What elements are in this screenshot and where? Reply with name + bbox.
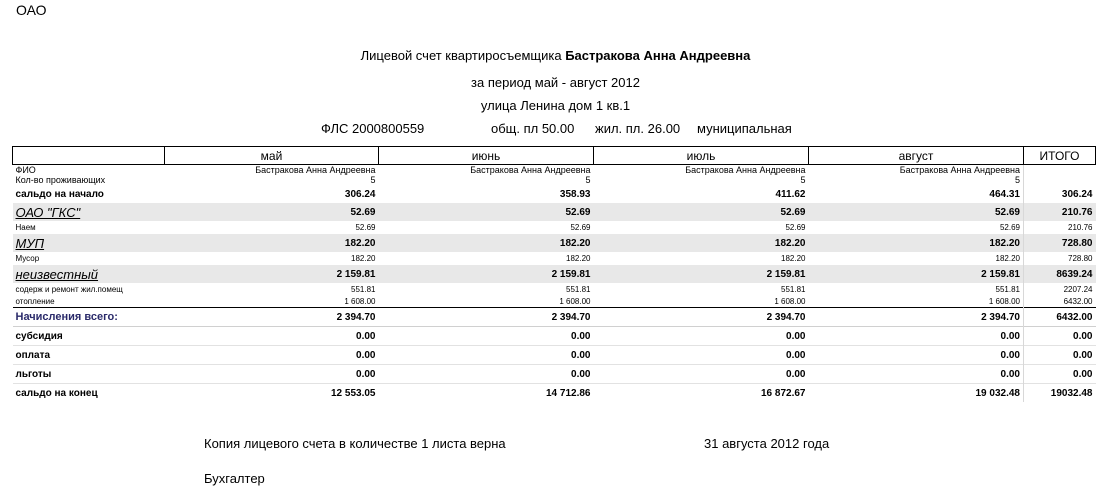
table-cell: 1 608.00	[344, 297, 376, 306]
table-cell: 12 553.05	[165, 384, 379, 403]
column-header: ИТОГО	[1024, 147, 1096, 165]
table-cell: 0.00	[809, 365, 1024, 384]
column-header: июнь	[379, 147, 594, 165]
table-cell: 1 608.00	[988, 297, 1020, 306]
table-row	[13, 175, 1096, 185]
provider-label: неизвестный	[13, 265, 165, 283]
table-cell: 306.24	[344, 188, 376, 200]
table-cell: 210.76	[1024, 203, 1096, 221]
table-cell: 182.20	[995, 254, 1020, 263]
table-cell: 52.69	[355, 223, 376, 232]
row-label: Мусор	[15, 254, 40, 263]
table-cell: Бастракова Анна Андреевна	[255, 165, 376, 175]
table-cell: 6432.00	[1024, 296, 1096, 308]
table-cell: 306.24	[1024, 185, 1096, 203]
table-cell: 6432.00	[1024, 308, 1096, 327]
table-cell: 52.69	[999, 223, 1020, 232]
table-cell: 1 608.00	[559, 297, 591, 306]
table-cell	[1024, 175, 1096, 185]
table-cell: 19032.48	[1024, 384, 1096, 403]
signer-title: Бухгалтер	[204, 471, 265, 486]
table-cell: 2 394.70	[379, 308, 594, 327]
table-cell: 52.69	[594, 203, 809, 221]
table-cell: 0.00	[1024, 346, 1096, 365]
table-cell: 0.00	[165, 327, 379, 346]
organization-name: ОАО	[16, 2, 47, 18]
row-label: ФИО	[15, 165, 36, 175]
table-cell: 2 159.81	[379, 265, 594, 283]
table-cell: 182.20	[165, 234, 379, 252]
living-area: жил. пл. 26.00	[595, 121, 681, 136]
table-cell: 728.80	[1024, 252, 1096, 265]
address: улица Ленина дом 1 кв.1	[480, 98, 631, 113]
row-label: Кол-во проживающих	[15, 175, 106, 185]
table-cell: 2 159.81	[809, 265, 1024, 283]
table-row	[13, 365, 1096, 384]
table-cell: 182.20	[809, 234, 1024, 252]
provider-label: ОАО "ГКС"	[13, 203, 165, 221]
table-cell: 0.00	[165, 365, 379, 384]
table-cell: 0.00	[809, 327, 1024, 346]
table-cell: 5	[800, 175, 806, 185]
table-cell: Бастракова Анна Андреевна	[899, 165, 1020, 175]
table-cell: 52.69	[379, 203, 594, 221]
row-label: субсидия	[13, 327, 165, 346]
table-cell: 0.00	[594, 365, 809, 384]
table-cell: 182.20	[566, 254, 591, 263]
total-area: общ. пл 50.00	[491, 121, 575, 136]
table-cell: 2 159.81	[165, 265, 379, 283]
header-corner	[13, 147, 165, 165]
row-label: сальдо на конец	[13, 384, 165, 403]
table-cell: 52.69	[809, 203, 1024, 221]
title-prefix: Лицевой счет квартиросъемщика	[360, 48, 562, 63]
table-cell: 411.62	[775, 188, 806, 200]
table-cell: 551.81	[995, 285, 1020, 294]
table-cell: 5	[585, 175, 591, 185]
table-cell: 464.31	[989, 188, 1020, 200]
table-cell: 5	[370, 175, 376, 185]
table-cell: 0.00	[1024, 365, 1096, 384]
provider-row	[13, 265, 1096, 283]
table-row	[13, 221, 1096, 234]
table-row	[13, 252, 1096, 265]
table-cell: 182.20	[351, 254, 376, 263]
document-title	[0, 48, 1111, 63]
table-cell: Бастракова Анна Андреевна	[470, 165, 591, 175]
row-label: Начисления всего:	[13, 308, 165, 327]
table-cell: 2 394.70	[165, 308, 379, 327]
period: за период май - август 2012	[471, 75, 640, 90]
table-cell: 16 872.67	[594, 384, 809, 403]
table-cell: 182.20	[379, 234, 594, 252]
table-header-row	[13, 147, 1096, 165]
table-row	[13, 185, 1096, 203]
table-cell: 0.00	[379, 346, 594, 365]
row-label: оплата	[13, 346, 165, 365]
table-cell: 0.00	[809, 346, 1024, 365]
row-label: льготы	[13, 365, 165, 384]
ownership-type: муниципальная	[697, 121, 792, 136]
provider-row	[13, 234, 1096, 252]
table-cell: 52.69	[785, 223, 806, 232]
table-cell: 728.80	[1024, 234, 1096, 252]
table-cell: 0.00	[165, 346, 379, 365]
table-cell: 2 159.81	[594, 265, 809, 283]
document-date: 31 августа 2012 года	[704, 436, 830, 451]
provider-label: МУП	[13, 234, 165, 252]
table-cell: 551.81	[781, 285, 806, 294]
table-cell: 551.81	[351, 285, 376, 294]
table-cell: 2 394.70	[594, 308, 809, 327]
table-cell: 52.69	[570, 223, 591, 232]
table-cell: 182.20	[781, 254, 806, 263]
table-cell: 2 394.70	[809, 308, 1024, 327]
row-label: сальдо на начало	[15, 188, 104, 200]
column-header: июль	[594, 147, 809, 165]
table-cell: 358.93	[559, 188, 591, 200]
column-header: май	[165, 147, 379, 165]
table-cell: 1 608.00	[774, 297, 806, 306]
row-label: содерж и ремонт жил.помещ	[15, 285, 123, 294]
row-label: отопление	[15, 297, 55, 306]
account-table	[12, 146, 1096, 402]
table-cell: 210.76	[1024, 221, 1096, 234]
table-row	[13, 283, 1096, 296]
table-row	[13, 296, 1096, 308]
table-cell: 2207.24	[1024, 283, 1096, 296]
table-cell: 19 032.48	[809, 384, 1024, 403]
table-cell: 182.20	[594, 234, 809, 252]
copy-note: Копия лицевого счета в количестве 1 листа верна	[204, 436, 506, 451]
table-cell: 8639.24	[1024, 265, 1096, 283]
table-row	[13, 165, 1096, 176]
table-cell: 0.00	[379, 365, 594, 384]
table-cell: 5	[1014, 175, 1020, 185]
table-row	[13, 327, 1096, 346]
total-row	[13, 308, 1096, 327]
table-cell	[1024, 165, 1096, 176]
table-cell: 0.00	[379, 327, 594, 346]
provider-row	[13, 203, 1096, 221]
table-cell: 0.00	[594, 327, 809, 346]
table-cell: 52.69	[165, 203, 379, 221]
table-row	[13, 346, 1096, 365]
fls-number: ФЛС 2000800559	[321, 121, 425, 136]
column-header: август	[809, 147, 1024, 165]
table-cell: 0.00	[1024, 327, 1096, 346]
table-cell: Бастракова Анна Андреевна	[685, 165, 806, 175]
row-label: Наем	[15, 223, 36, 232]
table-cell: 551.81	[566, 285, 591, 294]
table-cell: 0.00	[594, 346, 809, 365]
tenant-name: Бастракова Анна Андреевна	[565, 48, 751, 63]
table-cell: 14 712.86	[379, 384, 594, 403]
table-row	[13, 384, 1096, 403]
